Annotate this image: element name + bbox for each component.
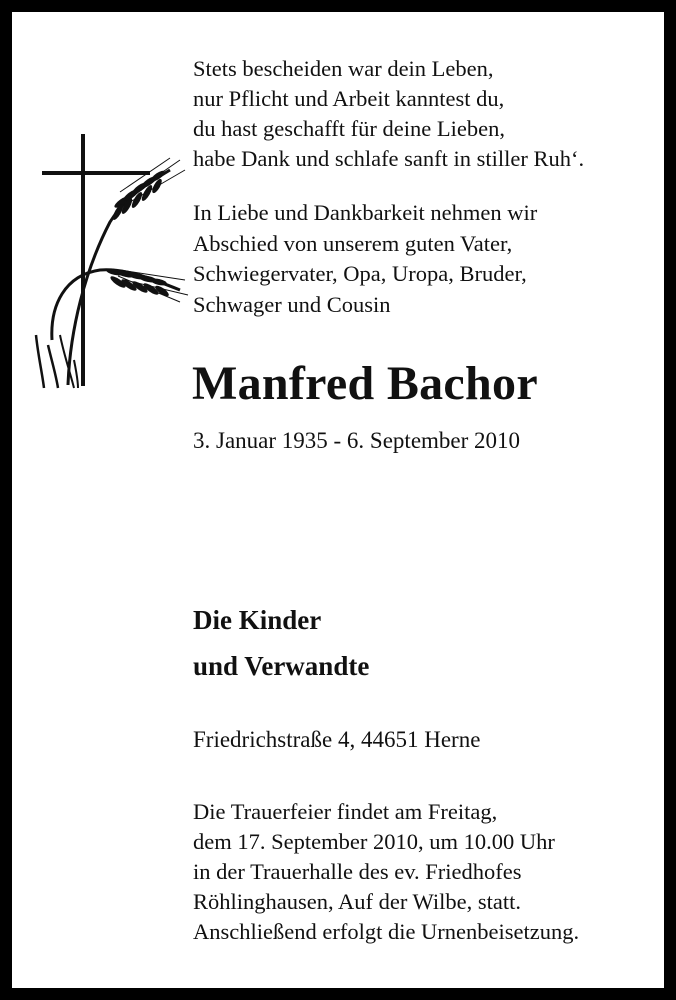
signers bbox=[193, 597, 369, 689]
poem-line: nur Pflicht und Arbeit kanntest du, bbox=[193, 86, 505, 111]
poem-line: Stets bescheiden war dein Leben, bbox=[193, 56, 494, 81]
cross-with-wheat-icon bbox=[30, 130, 190, 392]
signer-line: und Verwandte bbox=[193, 651, 370, 681]
farewell-intro bbox=[193, 198, 537, 320]
poem-line: du hast geschafft für deine Lieben, bbox=[193, 116, 505, 141]
life-dates: 3. Januar 1935 - 6. September 2010 bbox=[193, 428, 521, 453]
memorial-poem bbox=[193, 54, 584, 174]
poem-line: habe Dank und schlafe sanft in stiller Ruh‘. bbox=[193, 146, 585, 171]
service-line: Röhlinghausen, Auf der Wilbe, statt. bbox=[193, 889, 522, 914]
intro-line: Schwiegervater, Opa, Uropa, Bruder, bbox=[193, 261, 527, 286]
signer-line: Die Kinder bbox=[193, 605, 322, 635]
service-line: Die Trauerfeier findet am Freitag, bbox=[193, 799, 498, 824]
intro-line: In Liebe und Dankbarkeit nehmen wir bbox=[193, 200, 538, 225]
intro-line: Abschied von unserem guten Vater, bbox=[193, 230, 513, 256]
service-line: dem 17. September 2010, um 10.00 Uhr bbox=[193, 829, 555, 854]
service-line: in der Trauerhalle des ev. Friedhofes bbox=[193, 859, 522, 884]
deceased-name: Manfred Bachor bbox=[192, 357, 538, 410]
intro-line: Schwager und Cousin bbox=[193, 291, 391, 317]
funeral-service-info bbox=[193, 797, 579, 947]
family-address: Friedrichstraße 4, 44651 Herne bbox=[193, 727, 481, 752]
service-line: Anschließend erfolgt die Urnenbeisetzung. bbox=[193, 919, 580, 944]
